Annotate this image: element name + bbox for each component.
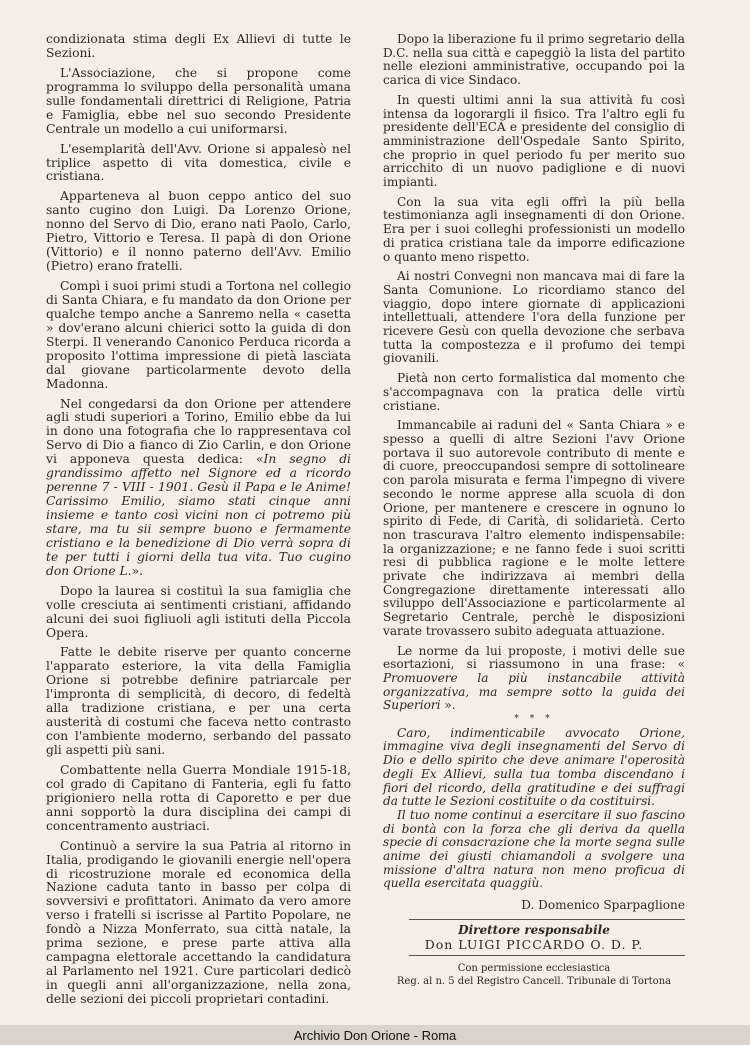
footer-text: Archivio Don Orione - Roma <box>293 1028 457 1043</box>
director-name: Don LUIGI PICCARDO O. D. P. <box>424 936 644 952</box>
right-paragraph: Pietà non certo formalistica dal momento che s'accompagnava con la pratica delle virtù cristiane. <box>383 371 685 413</box>
section-separator: * * * <box>514 714 554 725</box>
divider <box>409 955 685 956</box>
closing-paragraph-1: Caro, indimenticabile avvocato Orione, immagine viva degli insegnamenti del Servo di Dio e dello spirito che deve animare l'operosità degli Ex Allievi, sulla tua tomba discendano i fiori del ricordo, della gratitudine e dei suffragi da tutte le Sezioni costituite o da costituirsi. <box>383 725 685 809</box>
left-paragraph: Compì i suoi primi studi a Tortona nel collegio di Santa Chiara, e fu mandato da don Orione per qualche tempo anche a Sanremo nella « casetta » dov'erano alcuni chierici sotto la guida di don Sterpi. Il venerando Canonico Perduca ricorda a proposito l'ottima impressione di pietà lasciata dal giovane particolarmente devoto della Madonna. <box>46 279 351 391</box>
archive-footer <box>0 1025 750 1045</box>
left-paragraph: Dopo la laurea si costituì la sua famiglia che volle cresciuta ai sentimenti cristiani, affidando alcuni dei suoi figliuoli agli istituti della Piccola Opera. <box>46 583 351 640</box>
permission-note: Con permissione ecclesiastica <box>457 963 611 975</box>
left-paragraph: Nel congedarsi da don Orione per attendere agli studi superiori a Torino, Emilio ebbe da lui in dono una fotografia che lo rappresentava col Servo di Dio a fianco di Zio Carlin, e don Orione vi apponeva questa dedica: «In segno di grandissimo affetto nel Signore ed a ricordo perenne 7 - VIII - 1901. Gesù il Papa e le Anime! Carissimo Emilio, siamo stati cinque anni insieme e tanto così vicini non ci potremo più stare, ma tu sii sempre buono e fermamente cristiano e la benedizione di Dio verrà sopra di te per tutti i giorni della tua vita. Tuo cugino don Orione L.». <box>46 396 351 578</box>
left-paragraph: L'Associazione, che si propone come programma lo sviluppo della personalità umana sulle fondamentali direttrici di Religione, Patria e Famiglia, ebbe nel suo secondo Presidente Centrale un modello a cui uniformarsi. <box>46 65 351 136</box>
right-paragraph: Le norme da lui proposte, i motivi delle sue esortazioni, si riassumono in una frase: « Promuovere la più instancabile attività organizzativa, ma sempre sotto la guida dei Superiori ». <box>383 643 685 713</box>
left-paragraph: Fatte le debite riserve per quanto concerne l'apparato esteriore, la vita della Famiglia Orione si potrebbe definire patriarcale per l'impronta di semplicità, di decoro, di fedeltà alla tradizione cristiana, e per una certa austerità di costumi che faceva netto contrasto con l'ambiente moderno, serbando del passato gli aspetti più sani. <box>46 645 351 757</box>
left-paragraph: L'esemplarità dell'Avv. Orione si appalesò nel triplice aspetto di vita domestica, civile e cristiana. <box>46 141 351 184</box>
left-paragraph: condizionata stima degli Ex Allievi di tutte le Sezioni. <box>46 32 351 60</box>
right-column <box>383 33 685 988</box>
left-paragraph: Apparteneva al buon ceppo antico del suo santo cugino don Luigi. Da Lorenzo Orione, nonno del Servo di Dio, erano nati Paolo, Carlo, Pietro, Vittorio e Teresa. Il papà di don Orione (Vittorio) e il nonno paterno dell'Avv. Emilio (Pietro) erano fratelli. <box>46 189 351 274</box>
left-paragraph: Continuò a servire la sua Patria al ritorno in Italia, prodigando le giovanili energie nell'opera di ricostruzione morale ed economica della Nazione caduta tanto in basso per colpa di sovversivi e profittatori. Animato da vero amore verso i fratelli si iscrisse al Partito Popolare, ne fondò a Nizza Monferrato, sua città natale, la prima sezione, e prese parte attiva alla campagna elettorale accettando la candidatura al Parlamento nel 1921. Cure particolari dedicò in quegli anni all'organizzazione, nella zona, delle sezioni dei piccoli proprietari contadini. <box>46 838 351 1006</box>
right-paragraph: Con la sua vita egli offrì la più bella testimonianza agli insegnamenti di don Orione. Era per i suoi colleghi professionisti un modello di pratica cristiana tale da imporre edificazione o quanto meno rispetto. <box>383 194 685 264</box>
right-paragraph: Dopo la liberazione fu il primo segretario della D.C. nella sua città e capeggiò la lista del partito nelle elezioni amministrative, occupando poi la carica di vice Sindaco. <box>383 32 685 88</box>
divider <box>409 919 685 920</box>
registration-note: Reg. al n. 5 del Registro Cancell. Tribunale di Tortona <box>396 976 672 988</box>
left-paragraph: Combattente nella Guerra Mondiale 1915-18, col grado di Capitano di Fanteria, egli fu fatto prigioniero nella rotta di Caporetto e per due anni sopportò la dura disciplina dei campi di concentramento austriaci. <box>46 762 351 833</box>
director-label: Direttore responsabile <box>458 922 610 937</box>
signature: D. Domenico Sparpaglione <box>521 898 685 913</box>
right-paragraph: Immancabile ai raduni del « Santa Chiara » e spesso a quelli di altre Sezioni l'avv Orione portava il suo autorevole contributo di mente e di cuore, preoccupandosi sempre di sottolineare con parola misurata e ferma l'impegno di vivere secondo le norme apprese alla scuola di don Orione, per mantenere e crescere in ognuno lo spirito di Fede, di Carità, di solidarietà. Certo non trascurava l'altro elemento indispensabile: la organizzazione; e ne fanno fede i suoi scritti resi di pubblica ragione e le molte lettere private che indirizzava ai membri della Congregazione direttamente interessati allo sviluppo dell'Associazione e particolarmente al Segretario Centrale, perchè le disposizioni varate trovassero subito adeguata attuazione. <box>383 418 685 638</box>
left-column <box>46 33 351 1007</box>
right-paragraph: Ai nostri Convegni non mancava mai di fare la Santa Comunione. Lo ricordiamo stanco del viaggio, dopo intere giornate di applicazioni intellettuali, attendere l'ora della funzione per ricevere Gesù con quella devozione che serbava tutta la compostezza e il profumo dei tempi giovanili. <box>383 269 685 366</box>
right-paragraph: In questi ultimi anni la sua attività fu così intensa da logorargli il fisico. Tra l'altro egli fu presidente dell'ECA e presidente del consiglio di amministrazione dell'Ospedale Santo Spirito, che proprio in quel periodo fu per merito suo arricchito di un nuovo padiglione e di nuovi impianti. <box>383 92 685 190</box>
closing-paragraph-2: Il tuo nome continui a esercitare il suo fascino di bontà con la forza che gli deriva da quella specie di consacrazione che la morte segna sulle anime dei giusti chiamandoli a svolgere una missione d'altra natura non meno proficua di quella esercitata quaggiù. <box>383 807 685 891</box>
